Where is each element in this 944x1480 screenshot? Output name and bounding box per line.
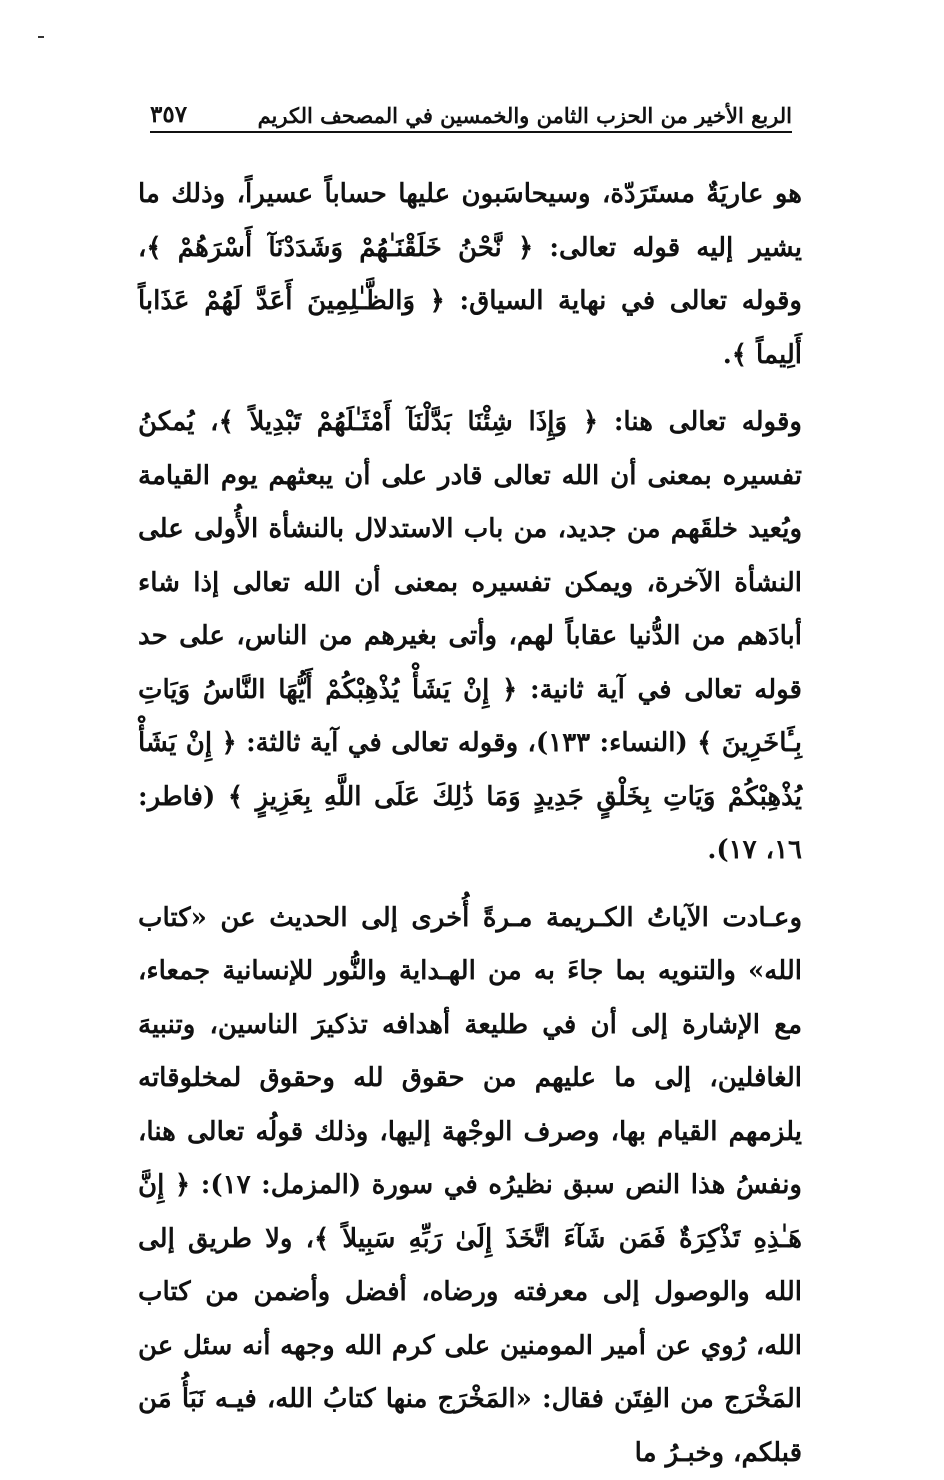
text-segment: ، ولا طريق إلى الله والوصول إلى معرفته ورضاه، أفضل وأضمن من كتاب الله، رُوي عن أمير المومنين على كرم الله وجهه أنه سئل عن المَخْرَج من الفِتَن فقال: «المَخْرَج منها كتابُ الله، فيـه نَبَأُ مَن قبلكم، وخبـرُ ما (138, 1224, 802, 1468)
quran-verse: ﴿ نَّحْنُ خَلَقْنَـٰهُمْ وَشَدَدْنَآ أَسْرَهُمْ ﴾ (146, 233, 533, 263)
corner-mark (38, 36, 44, 38)
quran-verse: ﴿ وَالظَّـٰلِمِينَ أَعَدَّ لَهُمْ عَذَاباً أَلِيماً ﴾ (138, 286, 802, 370)
text-segment: ، يُمكنُ تفسيره بمعنى أن الله تعالى قادر على أن يبعثهم يوم القيامة ويُعيد خلقَهم من جديد، من باب الاستدلال بالنشأة الأُولى على النشأة الآخرة، ويمكن تفسيره بمعنى أن الله تعالى إذا شاء أبادَهم من الدُّنيا عقاباً لهم، وأتى بغيرهم من الناس، على حد قوله تعالى في آية ثانية: (138, 407, 802, 705)
page-number: ٣٥٧ (150, 101, 187, 128)
text-segment: وقوله تعالى هنا: (598, 407, 802, 437)
paragraph (138, 892, 802, 1480)
text-segment: (النساء: ١٣٣)، وقوله تعالى في آية ثالثة: (237, 728, 697, 758)
text-segment: (فاطر: ١٦، ١٧). (138, 782, 802, 866)
quran-verse: ﴿ إِنَّ هَـٰذِهِ تَذْكِرَةٌ فَمَن شَآءَ اتَّخَذَ إِلَىٰ رَبِّهِ سَبِيلاً ﴾ (138, 1170, 802, 1254)
quran-verse: ﴿ إِنْ يَشَأْ يُذْهِبْكُمْ أَيُّهَا النَّاسُ وَيَاتِ بِـَٔاخَرِينَ ﴾ (138, 675, 802, 759)
paragraph (138, 168, 802, 382)
text-segment: هو عاريَةٌ مستَرَدّة، وسيحاسَبون عليها حساباً عسيراً، وذلك ما يشير إليه قوله تعالى: (138, 179, 802, 263)
text-segment: . (723, 340, 732, 370)
text-segment: وعـادت الآياتُ الكـريمة مـرةً أُخرى إلى الحديث عن «كتاب الله» والتنويه بما جاءَ به من الهـداية والنُّور للإنسانية جمعاء، مع الإشارة إلى أن في طليعة أهدافه تذكيرَ الناسين، وتنبيهَ الغافلين، إلى ما عليهم من حقوق لله وحقوق لمخلوقاته يلزمهم القيام بها، وصرف الوجْهة إليها، وذلك قولُه تعالى هنا، ونفسُ هذا النص سبق نظيرُه في سورة (المزمل: ١٧): (138, 903, 802, 1201)
header-title: الربع الأخير من الحزب الثامن والخمسين في المصحف الكريم (258, 103, 792, 128)
page-body (138, 168, 802, 1480)
quran-verse: ﴿ إِنْ يَشَأْ يُذْهِبْكُمْ وَيَاتِ بِخَلْقٍ جَدِيدٍ وَمَا ذَٰلِكَ عَلَى اللَّهِ بِعَزِيزٍ ﴾ (138, 728, 802, 812)
text-segment: ، وقوله تعالى في نهاية السياق: (138, 233, 802, 317)
header-rule (150, 131, 792, 133)
running-header (150, 88, 792, 128)
paragraph (138, 396, 802, 878)
quran-verse: ﴿ وَإِذَا شِئْنَا بَدَّلْنَآ أَمْثَـٰلَهُمْ تَبْدِيلاً ﴾ (219, 407, 599, 437)
